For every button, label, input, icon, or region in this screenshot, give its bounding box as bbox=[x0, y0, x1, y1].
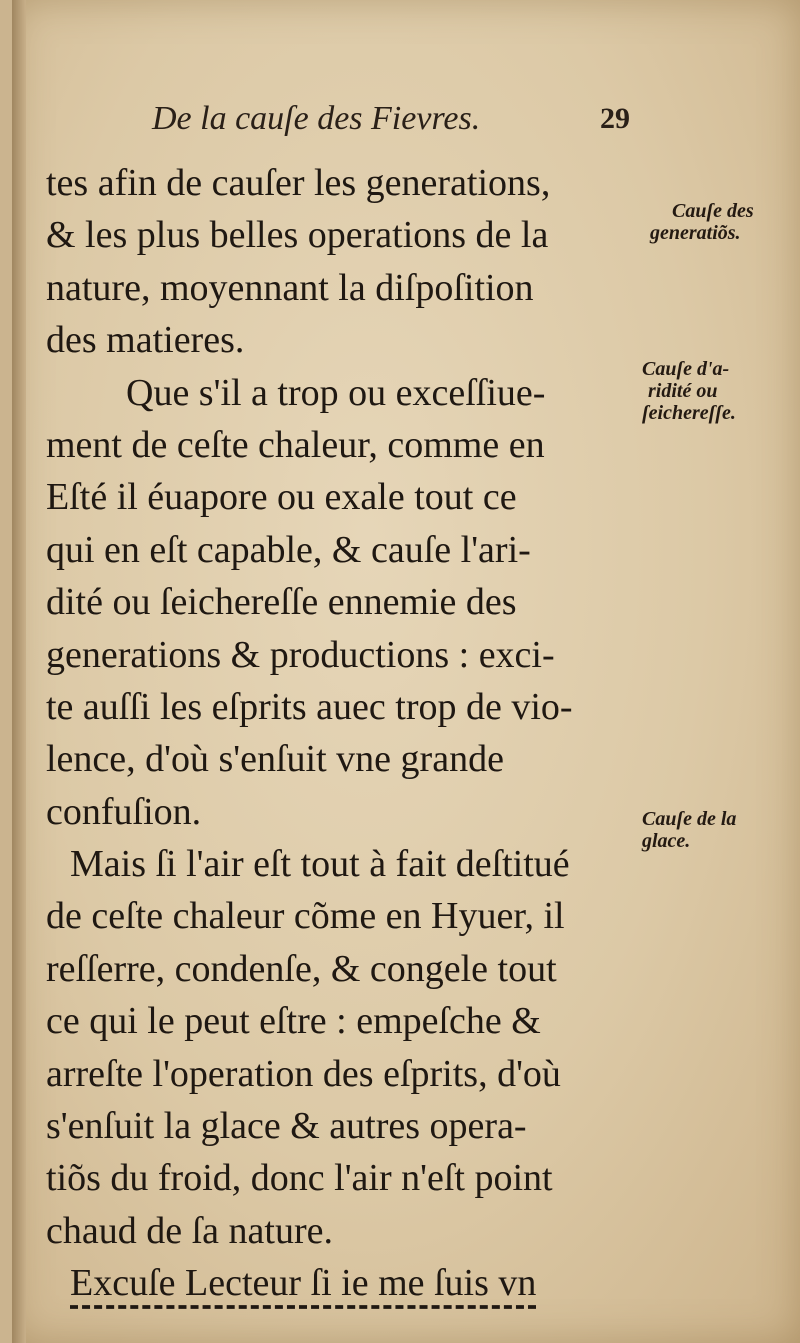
text-line: confuſion. bbox=[46, 790, 202, 833]
side-note-line: Cauſe de la bbox=[642, 808, 737, 830]
side-note-cause-generations bbox=[650, 200, 754, 244]
catchword: Excuſe Lecteur ſi ie me ſuis vn bbox=[70, 1262, 537, 1305]
text-line: tes afin de cauſer les generations, bbox=[46, 162, 551, 204]
text-line: generations & productions : exci- bbox=[46, 633, 555, 676]
text-line: & les plus belles operations de la bbox=[46, 214, 549, 257]
side-note-line: Cauſe des bbox=[672, 200, 754, 222]
text-line: des matieres. bbox=[46, 319, 245, 362]
side-note-cause-ice bbox=[642, 808, 736, 852]
book-page bbox=[12, 0, 800, 1343]
side-note-line: Cauſe d'a- bbox=[642, 358, 730, 380]
text-line: ce qui le peut eſtre : empeſche & bbox=[46, 1000, 541, 1043]
text-line: Mais ſi l'air eſt tout à fait deſtitué bbox=[70, 843, 570, 886]
body-text bbox=[46, 157, 646, 1310]
running-title: De la cauſe des Fievres. bbox=[152, 100, 481, 137]
side-note-line: generatiõs. bbox=[650, 222, 741, 244]
text-line: chaud de ſa nature. bbox=[46, 1209, 333, 1252]
text-line: ment de ceſte chaleur, comme en bbox=[46, 423, 545, 466]
text-line: s'enſuit la glace & autres opera- bbox=[46, 1105, 527, 1148]
text-line: de ceſte chaleur cõme en Hyuer, il bbox=[46, 895, 565, 938]
text-line: lence, d'où s'enſuit vne grande bbox=[46, 738, 504, 781]
page-binding-edge bbox=[12, 0, 26, 1343]
text-line: arreſte l'operation des eſprits, d'où bbox=[46, 1052, 561, 1095]
text-line: nature, moyennant la diſpoſition bbox=[46, 266, 534, 309]
text-line: Que s'il a trop ou exceſſiue- bbox=[126, 371, 546, 414]
page-number: 29 bbox=[600, 102, 630, 135]
text-line: reſſerre, condenſe, & congele tout bbox=[46, 947, 557, 990]
text-line: tiõs du froid, donc l'air n'eſt point bbox=[46, 1157, 553, 1200]
text-line: qui en eſt capable, & cauſe l'ari- bbox=[46, 528, 531, 571]
side-note-line: glace. bbox=[642, 830, 691, 852]
side-note-line: ridité ou bbox=[648, 380, 718, 402]
text-line: dité ou ſeichereſſe ennemie des bbox=[46, 581, 517, 624]
side-note-line: ſeichereſſe. bbox=[642, 402, 736, 424]
text-line: te auſſi les eſprits auec trop de vio- bbox=[46, 685, 573, 728]
side-note-cause-aridity bbox=[642, 358, 736, 424]
text-line: Eſté il éuapore ou exale tout ce bbox=[46, 476, 517, 519]
